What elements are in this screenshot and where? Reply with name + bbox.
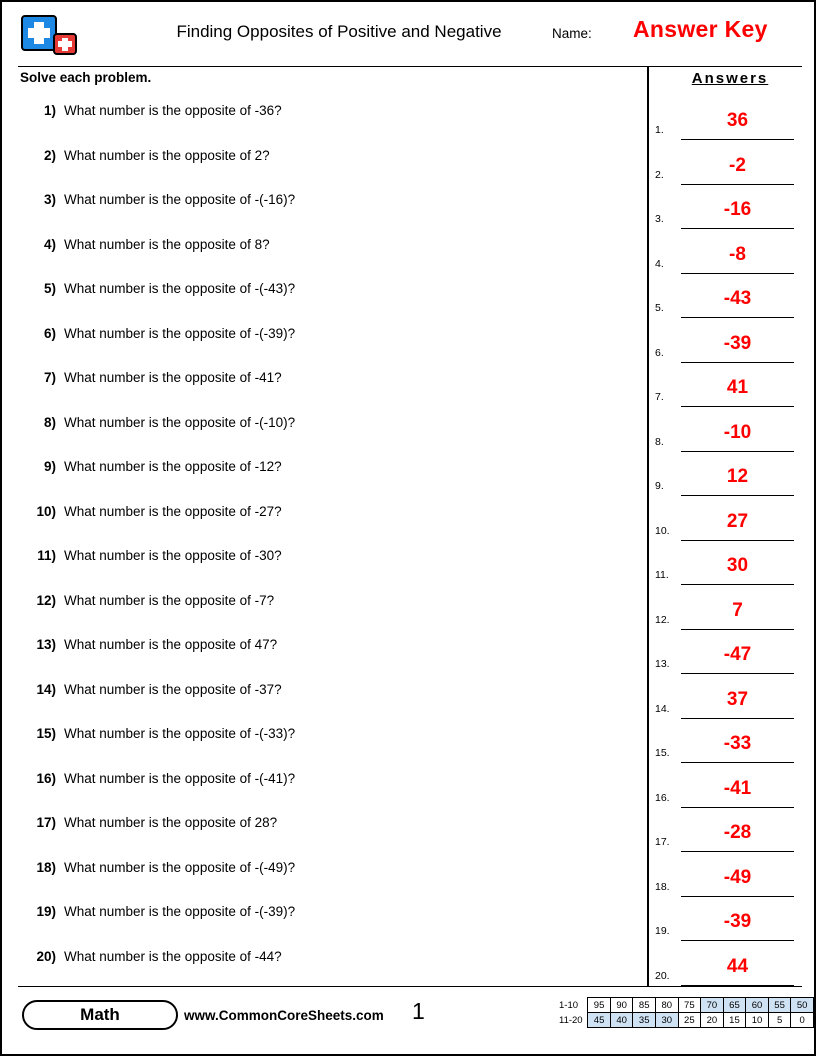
- problem-text: What number is the opposite of -(-39)?: [64, 904, 296, 919]
- problem-item: [20, 321, 635, 366]
- problem-item: [20, 766, 635, 811]
- problem-number: 8): [43, 414, 56, 430]
- score-cell: 70: [701, 998, 724, 1013]
- answer-number: 4.: [655, 257, 664, 270]
- page-header: [4, 4, 816, 66]
- answer-line: [681, 673, 794, 674]
- answer-item: [655, 503, 805, 548]
- answer-value: 27: [726, 510, 749, 532]
- problem-number: 12): [36, 592, 56, 608]
- problem-number: 9): [43, 459, 56, 474]
- score-row-2: [558, 1013, 814, 1028]
- problem-text: What number is the opposite of 47?: [64, 637, 278, 652]
- problem-text: What number is the opposite of -(-43)?: [64, 281, 296, 296]
- answer-line: [681, 718, 794, 719]
- problem-text: What number is the opposite of -(-49)?: [64, 859, 296, 875]
- answer-item: [655, 814, 805, 859]
- problem-item: [20, 276, 635, 321]
- answer-line: [681, 495, 794, 496]
- answer-number: 16.: [655, 791, 670, 804]
- answer-number: 18.: [655, 880, 670, 893]
- problem-item: [20, 232, 635, 277]
- problem-item: [20, 543, 635, 588]
- problem-text: What number is the opposite of -12?: [64, 459, 282, 474]
- answer-number: 8.: [655, 435, 664, 448]
- problem-number: 2): [43, 147, 56, 163]
- answer-item: [655, 191, 805, 236]
- problem-text: What number is the opposite of 2?: [64, 147, 270, 163]
- problem-text: What number is the opposite of -7?: [64, 592, 275, 608]
- answer-line: [681, 851, 794, 852]
- problem-number: 1): [43, 103, 56, 118]
- answer-value: -28: [723, 822, 752, 843]
- answer-line: [681, 807, 794, 808]
- score-cell: 65: [723, 998, 746, 1013]
- problem-number: 18): [36, 859, 56, 875]
- answer-line: [681, 406, 794, 407]
- answer-line: [681, 317, 794, 318]
- problem-item: [20, 677, 635, 722]
- problem-item: [20, 98, 635, 143]
- score-cell: 95: [588, 998, 611, 1013]
- problem-text: What number is the opposite of -36?: [64, 103, 282, 118]
- answer-number: 5.: [655, 302, 664, 314]
- problem-text: What number is the opposite of -41?: [64, 370, 282, 385]
- answer-number: 10.: [655, 524, 670, 537]
- problem-text: What number is the opposite of -(-33)?: [64, 726, 296, 741]
- score-cell: 90: [610, 998, 633, 1013]
- answer-value: -2: [729, 154, 746, 176]
- problem-item: [20, 810, 635, 855]
- problem-text: What number is the opposite of -(-41)?: [64, 770, 296, 786]
- name-label: Name:: [552, 26, 592, 41]
- problem-text: What number is the opposite of -(-16)?: [64, 192, 296, 207]
- score-cell: 50: [791, 998, 814, 1013]
- problem-item: [20, 410, 635, 455]
- problem-number: 3): [43, 192, 56, 207]
- answer-line: [681, 228, 794, 229]
- answer-value: -49: [723, 866, 752, 888]
- answer-value: -39: [723, 911, 752, 932]
- score-cell: 35: [633, 1013, 656, 1028]
- answer-item: [655, 102, 805, 147]
- score-cell: 15: [723, 1013, 746, 1028]
- answer-line: [681, 896, 794, 897]
- answer-number: 12.: [655, 613, 670, 626]
- answer-item: [655, 369, 805, 414]
- answers-column-header: Answers: [691, 70, 769, 87]
- score-row-label: 1-10: [559, 999, 579, 1011]
- problem-text: What number is the opposite of 28?: [64, 815, 278, 830]
- problem-number: 16): [36, 770, 56, 786]
- problem-text: What number is the opposite of -30?: [64, 548, 282, 563]
- instruction-text: Solve each problem.: [20, 70, 152, 85]
- score-cell: 10: [746, 1013, 769, 1028]
- answer-value: 30: [726, 555, 749, 576]
- answer-number: 7.: [655, 391, 664, 403]
- answer-value: 36: [726, 110, 749, 131]
- problem-number: 14): [36, 681, 56, 697]
- score-cell: 85: [633, 998, 656, 1013]
- answer-line: [681, 540, 794, 541]
- score-cell: 40: [610, 1013, 633, 1028]
- problem-number: 17): [36, 815, 56, 830]
- score-cell: 55: [768, 998, 791, 1013]
- answer-item: [655, 681, 805, 726]
- problem-text: What number is the opposite of -(-10)?: [64, 414, 296, 430]
- problem-number: 13): [36, 637, 56, 652]
- answer-key-stamp: Answer Key: [633, 16, 768, 42]
- problem-item: [20, 187, 635, 232]
- page-title: Finding Opposites of Positive and Negative: [176, 22, 502, 41]
- answer-item: [655, 236, 805, 281]
- answer-number: 19.: [655, 925, 670, 937]
- answer-item: [655, 414, 805, 459]
- answer-number: 17.: [655, 836, 670, 848]
- problem-item: [20, 365, 635, 410]
- answer-line: [681, 184, 794, 185]
- answer-number: 14.: [655, 702, 670, 715]
- score-cell: 80: [656, 998, 679, 1013]
- subject-badge: [22, 1000, 178, 1030]
- answer-value: -8: [729, 243, 746, 265]
- answer-value: -39: [723, 332, 752, 354]
- answer-number: 9.: [655, 480, 664, 492]
- footer-divider: [18, 986, 802, 987]
- answer-number: 13.: [655, 658, 670, 670]
- score-cell: 30: [656, 1013, 679, 1028]
- answer-value: 37: [726, 688, 749, 710]
- problem-number: 15): [36, 726, 56, 741]
- answer-item: [655, 770, 805, 815]
- answer-item: [655, 147, 805, 192]
- score-table: [558, 997, 814, 1028]
- problem-item: [20, 454, 635, 499]
- answer-number: 11.: [655, 569, 669, 581]
- problem-item: [20, 944, 635, 989]
- problem-number: 4): [43, 236, 56, 252]
- answer-line: [681, 629, 794, 630]
- answer-item: [655, 325, 805, 370]
- score-cell: 75: [678, 998, 701, 1013]
- answer-number: 3.: [655, 213, 664, 225]
- answer-number: 6.: [655, 346, 664, 359]
- answer-line: [681, 451, 794, 452]
- problem-text: What number is the opposite of 8?: [64, 236, 270, 252]
- answer-line: [681, 762, 794, 763]
- answer-value: 12: [726, 466, 749, 487]
- answer-value: -10: [723, 421, 752, 443]
- answer-line: [681, 139, 794, 140]
- problem-item: [20, 499, 635, 544]
- answer-item: [655, 280, 805, 325]
- header-divider: [18, 66, 802, 67]
- problem-item: [20, 855, 635, 900]
- score-row-1: [558, 998, 814, 1013]
- answer-item: [655, 725, 805, 770]
- score-cell: 60: [746, 998, 769, 1013]
- answer-line: [681, 584, 794, 585]
- answer-value: -16: [723, 199, 752, 220]
- problem-number: 11): [37, 548, 56, 563]
- answers-list: [655, 102, 805, 992]
- problem-text: What number is the opposite of -44?: [64, 948, 282, 964]
- problem-item: [20, 632, 635, 677]
- answer-item: [655, 636, 805, 681]
- problem-item: [20, 588, 635, 633]
- answer-value: -43: [723, 288, 752, 309]
- problem-number: 10): [36, 503, 56, 519]
- score-cell: 0: [791, 1013, 814, 1028]
- problem-number: 19): [36, 904, 56, 919]
- answer-value: -47: [723, 644, 752, 665]
- answer-item: [655, 903, 805, 948]
- problem-item: [20, 721, 635, 766]
- problem-item: [20, 143, 635, 188]
- answer-item: [655, 547, 805, 592]
- answer-value: 41: [726, 377, 749, 398]
- answer-line: [681, 940, 794, 941]
- page-number: 1: [412, 998, 425, 1024]
- score-cell: 25: [678, 1013, 701, 1028]
- score-row-label: 11-20: [559, 1014, 583, 1026]
- math-cross-logo-icon: [20, 14, 84, 58]
- problem-text: What number is the opposite of -(-39)?: [64, 325, 296, 341]
- answer-value: 7: [732, 599, 743, 621]
- answer-line: [681, 362, 794, 363]
- problem-number: 6): [43, 325, 56, 341]
- answer-value: -33: [723, 733, 752, 754]
- problem-number: 20): [36, 948, 56, 964]
- subject-label: Math: [80, 1005, 120, 1024]
- answer-number: 20.: [655, 969, 670, 982]
- answer-number: 2.: [655, 168, 664, 181]
- answer-value: -41: [723, 777, 752, 799]
- answer-number: 15.: [655, 747, 670, 759]
- answer-item: [655, 458, 805, 503]
- problem-item: [20, 899, 635, 944]
- problem-text: What number is the opposite of -37?: [64, 681, 282, 697]
- column-divider: [647, 66, 649, 986]
- answer-number: 1.: [655, 124, 664, 136]
- answer-line: [681, 273, 794, 274]
- score-cell: 45: [588, 1013, 611, 1028]
- problem-text: What number is the opposite of -27?: [64, 503, 282, 519]
- answer-item: [655, 859, 805, 904]
- website-link[interactable]: www.CommonCoreSheets.com: [184, 1008, 384, 1023]
- answer-item: [655, 592, 805, 637]
- answer-value: 44: [726, 955, 749, 977]
- problem-list: [20, 98, 635, 988]
- score-cell: 20: [701, 1013, 724, 1028]
- problem-number: 5): [43, 281, 56, 296]
- problem-number: 7): [43, 370, 56, 385]
- score-cell: 5: [768, 1013, 791, 1028]
